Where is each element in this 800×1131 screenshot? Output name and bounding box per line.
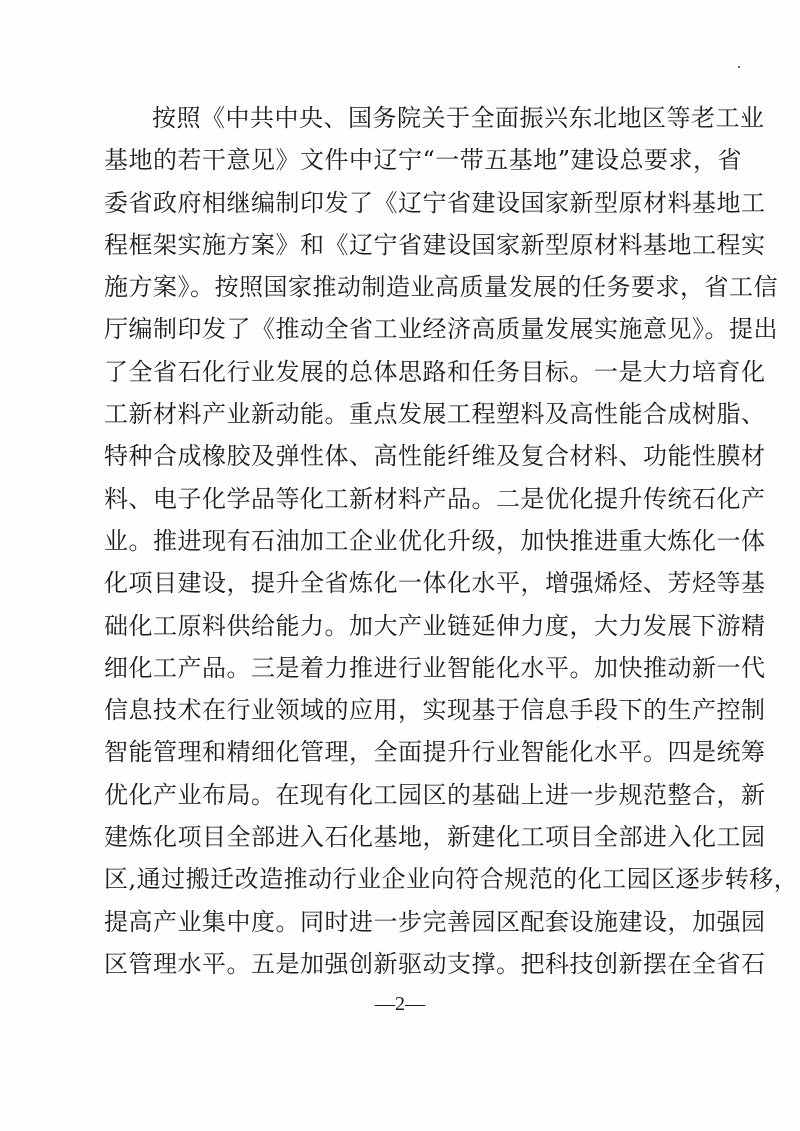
scan-speck: [738, 66, 740, 68]
paragraph-line: 工新材料产业新动能。重点发展工程塑料及高性能合成树脂、: [104, 400, 766, 429]
paragraph-line: 程框架实施方案》和《辽宁省建设国家新型原材料基地工程实: [104, 230, 766, 259]
body-paragraph: [104, 97, 799, 985]
paragraph-line: 按照《中共中央、国务院关于全面振兴东北地区等老工业: [152, 104, 765, 132]
paragraph-line: 施方案》。按照国家推动制造业高质量发展的任务要求，省工信: [104, 273, 778, 302]
paragraph-line: 提高产业集中度。同时进一步完善园区配套设施建设，加强园: [104, 907, 766, 936]
paragraph-line: 建炼化项目全部进入石化基地，新建化工项目全部进入化工园: [104, 823, 766, 852]
paragraph-line: 优化产业布局。在现有化工园区的基础上进一步规范整合，新: [104, 780, 766, 809]
paragraph-line: 区,通过搬迁改造推动行业企业向符合规范的化工园区逐步转移，: [104, 865, 799, 894]
paragraph-line: 基地的若干意见》文件中辽宁“一带五基地”建设总要求，省: [104, 146, 743, 175]
paragraph-line: 信息技术在行业领域的应用，实现基于信息手段下的生产控制: [104, 696, 766, 725]
paragraph-line: 委省政府相继编制印发了《辽宁省建设国家新型原材料基地工: [104, 188, 766, 217]
paragraph-line: 业。推进现有石油加工企业优化升级，加快推进重大炼化一体: [104, 526, 766, 555]
paragraph-line: 料、电子化学品等化工新材料产品。二是优化提升传统石化产: [104, 484, 766, 513]
paragraph-line: 础化工原料供给能力。加大产业链延伸力度，大力发展下游精: [104, 611, 766, 640]
page-number: —2—: [375, 993, 425, 1015]
paragraph-line: 区管理水平。五是加强创新驱动支撑。把科技创新摆在全省石: [104, 949, 766, 978]
paragraph-line: 细化工产品。三是着力推进行业智能化水平。加快推动新一代: [104, 653, 766, 682]
paragraph-line: 了全省石化行业发展的总体思路和任务目标。一是大力培育化: [104, 357, 766, 386]
paragraph-line: 智能管理和精细化管理，全面提升行业智能化水平。四是统筹: [104, 738, 766, 767]
paragraph-line: 特种合成橡胶及弹性体、高性能纤维及复合材料、功能性膜材: [104, 442, 766, 471]
paragraph-line: 化项目建设，提升全省炼化一体化水平，增强烯烃、芳烃等基: [104, 569, 766, 598]
paragraph-line: 厅编制印发了《推动全省工业经济高质量发展实施意见》。提出: [104, 315, 778, 344]
